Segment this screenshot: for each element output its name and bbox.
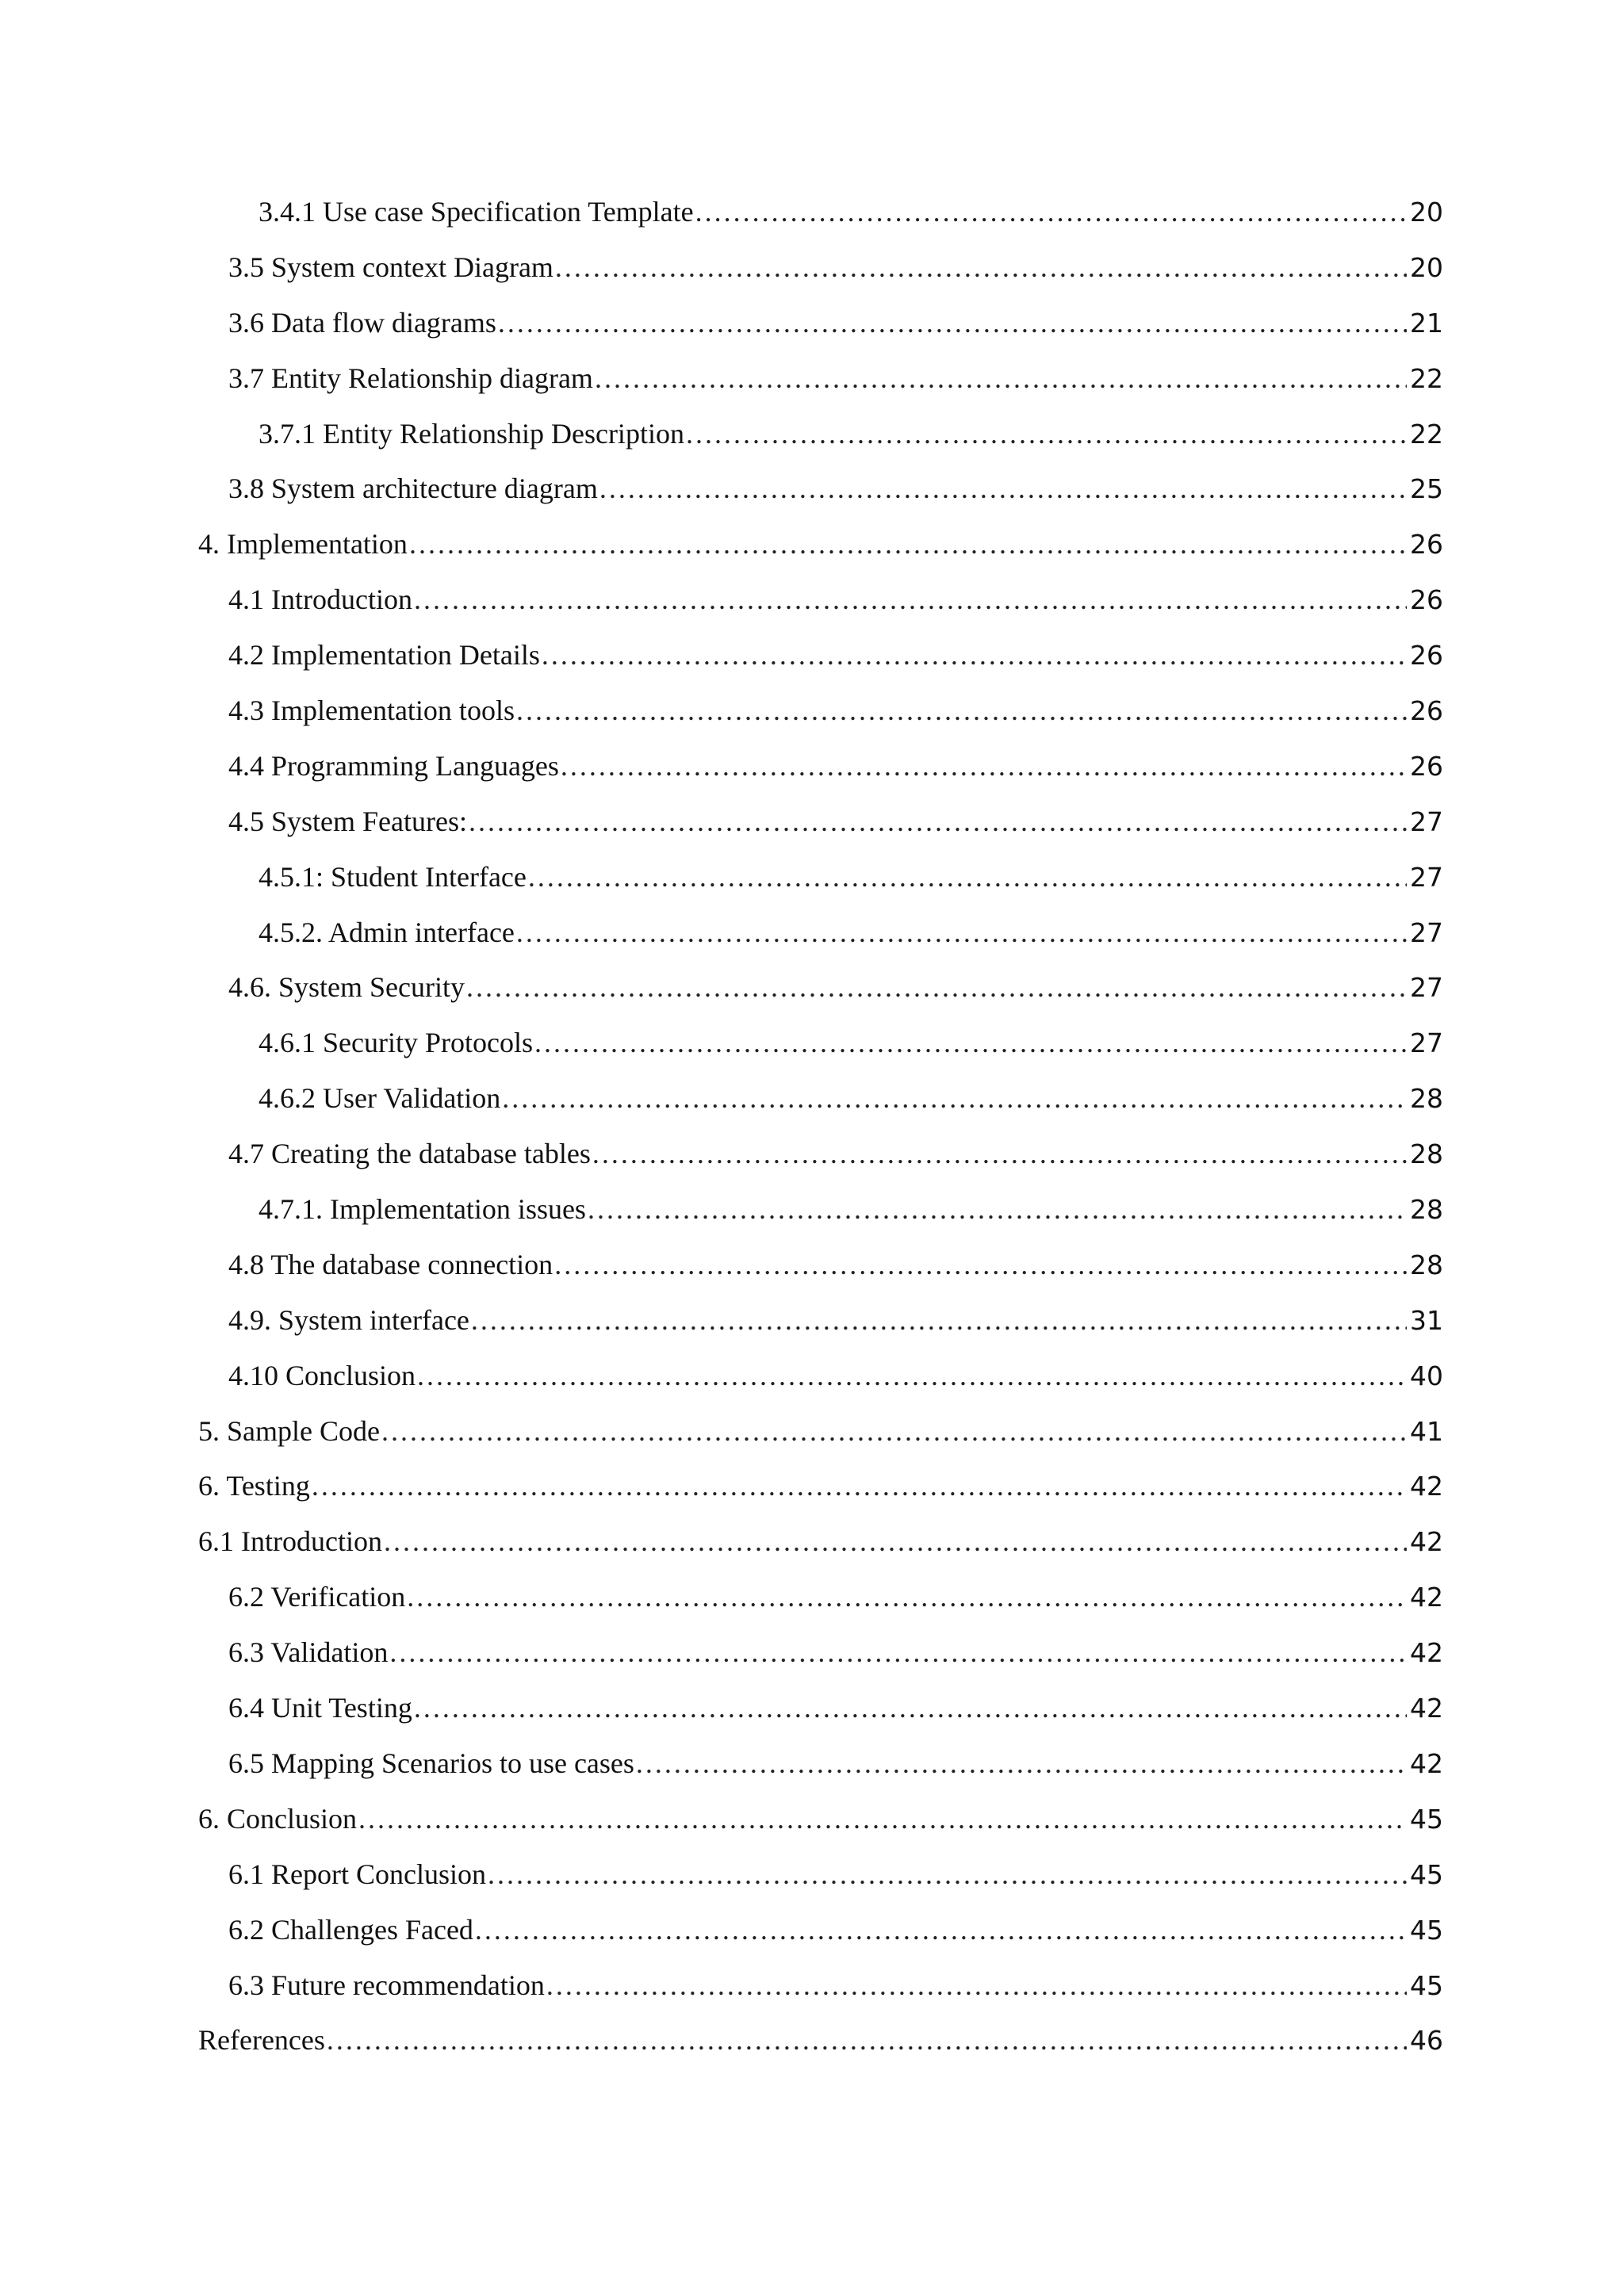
toc-entry[interactable]	[198, 306, 1443, 362]
toc-entry-label: 6.3 Validation	[228, 1636, 389, 1669]
toc-dot-leader	[599, 472, 1407, 505]
toc-dot-leader	[475, 1913, 1407, 1946]
toc-entry-page-number: 27	[1410, 806, 1443, 837]
toc-entry[interactable]	[198, 916, 1443, 971]
toc-entry-page-number: 26	[1410, 584, 1443, 616]
toc-entry-label: 5. Sample Code	[198, 1414, 380, 1447]
toc-entry-page-number: 26	[1410, 640, 1443, 672]
toc-entry-page-number: 25	[1410, 473, 1443, 505]
toc-entry-label: 6.2 Challenges Faced	[228, 1913, 473, 1946]
toc-entry-label: 3.5 System context Diagram	[228, 251, 553, 283]
toc-entry-label: 3.7.1 Entity Relationship Description	[259, 417, 684, 450]
toc-entry[interactable]	[198, 251, 1443, 306]
toc-dot-leader	[636, 1747, 1407, 1780]
toc-entry-label: 6.2 Verification	[228, 1581, 406, 1613]
toc-entry[interactable]	[198, 417, 1443, 473]
toc-entry[interactable]	[198, 1802, 1443, 1858]
toc-entry[interactable]	[198, 1525, 1443, 1580]
toc-entry[interactable]	[198, 2023, 1443, 2079]
toc-dot-leader	[528, 860, 1407, 894]
toc-dot-leader	[686, 417, 1407, 450]
toc-entry[interactable]	[198, 1747, 1443, 1802]
toc-entry[interactable]	[198, 1913, 1443, 1969]
toc-dot-leader	[695, 195, 1407, 228]
toc-dot-leader	[554, 1248, 1407, 1281]
toc-dot-leader	[595, 362, 1407, 395]
toc-entry-page-number: 46	[1410, 2025, 1443, 2057]
toc-entry[interactable]	[198, 1580, 1443, 1636]
toc-entry-page-number: 27	[1410, 1027, 1443, 1059]
toc-entry-page-number: 42	[1410, 1582, 1443, 1613]
toc-entry[interactable]	[198, 195, 1443, 251]
toc-entry-page-number: 45	[1410, 1914, 1443, 1946]
toc-entry-page-number: 28	[1410, 1249, 1443, 1280]
toc-dot-leader	[407, 1580, 1407, 1613]
toc-entry-page-number: 27	[1410, 972, 1443, 1004]
toc-entry-label: 4.9. System interface	[228, 1303, 469, 1336]
toc-entry-page-number: 31	[1410, 1304, 1443, 1336]
toc-dot-leader	[588, 1192, 1407, 1226]
toc-dot-leader	[555, 251, 1407, 284]
toc-entry-label: 4.3 Implementation tools	[228, 695, 515, 727]
toc-entry-label: 3.8 System architecture diagram	[228, 473, 598, 505]
toc-dot-leader	[469, 805, 1407, 838]
toc-entry-label: 4.5.2. Admin interface	[259, 916, 515, 948]
toc-dot-leader	[417, 1359, 1407, 1392]
toc-entry-page-number: 28	[1410, 1194, 1443, 1226]
toc-entry[interactable]	[198, 527, 1443, 583]
toc-dot-leader	[466, 970, 1407, 1004]
toc-entry-label: 4.4 Programming Languages	[228, 749, 559, 782]
toc-entry-label: 3.7 Entity Relationship diagram	[228, 362, 593, 394]
toc-entry-label: 4.1 Introduction	[228, 584, 412, 616]
toc-entry-label: 4.6.2 User Validation	[259, 1082, 501, 1115]
toc-dot-leader	[312, 1469, 1407, 1502]
toc-dot-leader	[471, 1303, 1407, 1337]
toc-entry-label: 4.2 Implementation Details	[228, 639, 540, 672]
toc-entry-page-number: 26	[1410, 695, 1443, 727]
toc-dot-leader	[389, 1636, 1407, 1669]
toc-dot-leader	[414, 1691, 1407, 1724]
toc-entry-label: 6. Conclusion	[198, 1802, 358, 1835]
toc-entry[interactable]	[198, 970, 1443, 1026]
toc-dot-leader	[488, 1858, 1407, 1891]
toc-entry-page-number: 27	[1410, 861, 1443, 893]
toc-entry-label: 4. Implementation	[198, 528, 408, 561]
toc-entry[interactable]	[198, 362, 1443, 417]
toc-dot-leader	[516, 916, 1407, 949]
toc-entry-label: 4.6. System Security	[228, 971, 465, 1004]
toc-entry[interactable]	[198, 1969, 1443, 2024]
toc-entry-label: 4.6.1 Security Protocols	[259, 1027, 533, 1059]
toc-entry-label: 4.5 System Features:	[228, 805, 467, 837]
toc-entry-page-number: 20	[1410, 197, 1443, 228]
toc-dot-leader	[592, 1137, 1407, 1170]
toc-entry-page-number: 45	[1410, 1803, 1443, 1835]
toc-entry-page-number: 27	[1410, 916, 1443, 948]
toc-entry-page-number: 26	[1410, 529, 1443, 561]
toc-entry[interactable]	[198, 638, 1443, 694]
toc-entry-label: 6.1 Introduction	[198, 1525, 382, 1558]
toc-dot-leader	[414, 583, 1407, 616]
toc-entry[interactable]	[198, 1359, 1443, 1414]
toc-entry-page-number: 28	[1410, 1138, 1443, 1170]
toc-entry[interactable]	[198, 1636, 1443, 1691]
toc-entry-page-number: 22	[1410, 362, 1443, 394]
toc-entry-label: 6.1 Report Conclusion	[228, 1858, 486, 1890]
toc-entry-label: 3.4.1 Use case Specification Template	[259, 196, 694, 228]
toc-entry-page-number: 20	[1410, 251, 1443, 283]
toc-entry[interactable]	[198, 694, 1443, 749]
toc-entry-page-number: 42	[1410, 1747, 1443, 1779]
toc-entry-page-number: 42	[1410, 1637, 1443, 1669]
toc-dot-leader	[358, 1802, 1407, 1835]
toc-dot-leader	[384, 1525, 1407, 1558]
toc-entry[interactable]	[198, 1192, 1443, 1248]
toc-entry-label: 4.5.1: Student Interface	[259, 860, 527, 893]
toc-entry[interactable]	[198, 583, 1443, 638]
toc-entry-label: References	[198, 2024, 325, 2057]
toc-entry[interactable]	[198, 1691, 1443, 1747]
toc-entry[interactable]	[198, 1303, 1443, 1359]
toc-entry-label: 6.3 Future recommendation	[228, 1969, 545, 2001]
toc-entry[interactable]	[198, 860, 1443, 916]
toc-dot-leader	[516, 694, 1407, 727]
toc-entry-page-number: 26	[1410, 750, 1443, 782]
toc-entry-page-number: 40	[1410, 1360, 1443, 1391]
toc-entry-page-number: 45	[1410, 1858, 1443, 1890]
toc-entry[interactable]	[198, 1858, 1443, 1913]
toc-dot-leader	[561, 749, 1407, 783]
toc-entry[interactable]	[198, 472, 1443, 527]
toc-entry-page-number: 28	[1410, 1083, 1443, 1115]
toc-dot-leader	[327, 2023, 1407, 2057]
toc-entry-label: 4.7 Creating the database tables	[228, 1138, 591, 1170]
toc-entry[interactable]	[198, 749, 1443, 805]
toc-entry-label: 4.8 The database connection	[228, 1248, 553, 1280]
toc-entry-page-number: 22	[1410, 418, 1443, 450]
toc-entry-label: 3.6 Data flow diagrams	[228, 306, 496, 339]
toc-dot-leader	[409, 527, 1407, 561]
toc-entry-label: 6. Testing	[198, 1470, 310, 1502]
toc-entry-label: 6.5 Mapping Scenarios to use cases	[228, 1747, 634, 1779]
toc-entry-page-number: 45	[1410, 1969, 1443, 2001]
toc-entry[interactable]	[198, 1026, 1443, 1081]
toc-dot-leader	[542, 638, 1407, 672]
toc-dot-leader	[381, 1414, 1407, 1448]
toc-entry[interactable]	[198, 1137, 1443, 1192]
toc-dot-leader	[502, 1081, 1407, 1115]
toc-entry[interactable]	[198, 1414, 1443, 1470]
toc-entry-page-number: 42	[1410, 1526, 1443, 1558]
toc-entry-page-number: 41	[1410, 1415, 1443, 1447]
toc-entry-page-number: 21	[1410, 307, 1443, 339]
toc-entry-label: 4.10 Conclusion	[228, 1359, 416, 1391]
toc-dot-leader	[534, 1026, 1407, 1059]
toc-dot-leader	[546, 1969, 1407, 2002]
toc-entry[interactable]	[198, 1469, 1443, 1525]
toc-entry-page-number: 42	[1410, 1471, 1443, 1502]
toc-entry-label: 6.4 Unit Testing	[228, 1692, 412, 1724]
toc-entry[interactable]	[198, 1081, 1443, 1137]
toc-entry[interactable]	[198, 1248, 1443, 1303]
toc-dot-leader	[498, 306, 1407, 339]
toc-entry-label: 4.7.1. Implementation issues	[259, 1193, 586, 1226]
toc-entry-page-number: 42	[1410, 1693, 1443, 1724]
table-of-contents	[198, 195, 1443, 2079]
toc-entry[interactable]	[198, 805, 1443, 860]
